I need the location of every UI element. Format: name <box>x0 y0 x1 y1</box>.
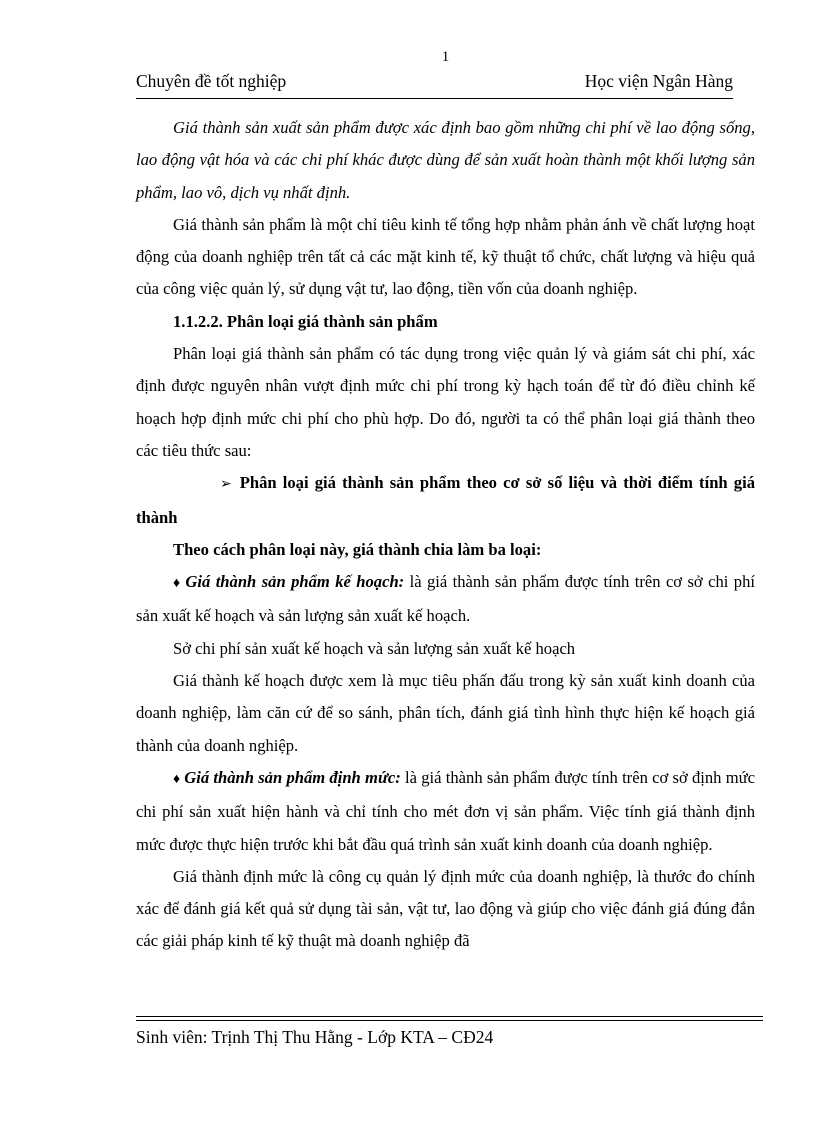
paragraph-indicator: Giá thành sản phẩm là một chỉ tiêu kinh tế tổng hợp nhằm phản ánh về chất lượng hoạt động của doanh nghiệp trên tất cả các mặt kinh tế, kỹ thuật tổ chức, chất lượng và hiệu quả của công việc quản lý, sử dụng vật tư, lao động, tiền vốn của doanh nghiệp. <box>136 214 755 299</box>
header-title: Chuyên đề tốt nghiệp <box>136 71 287 91</box>
standard-cost-text: là giá thành sản phẩm được tính trên cơ sở định mức chi phí sản xuất hiện hành và chỉ tính cho mét đơn vị sản phẩm. Việc tính giá thành định mức được thực hiện trước khi bắt đầu quá trình sản xuất kinh doanh của doanh nghiệp. <box>136 767 755 854</box>
arrow-bullet-icon: ➢ <box>220 477 232 493</box>
footer-divider <box>136 1016 763 1017</box>
sub-heading: Theo cách phân loại này, giá thành chia làm ba loại: <box>173 539 542 559</box>
term-planned-cost: Giá thành sản phẩm kế hoạch: <box>185 572 405 592</box>
subsection-heading-text: Phân loại giá thành sản phẩm theo cơ sở số liệu và thời điểm tính giá thành <box>136 473 755 527</box>
diamond-bullet-icon: ♦ <box>173 576 182 592</box>
bullet-standard-cost <box>136 762 755 861</box>
paragraph-classification: Phân loại giá thành sản phẩm có tác dụng trong việc quản lý và giám sát chi phí, xác định được nguyên nhân vượt định mức chi phí trong kỳ hạch toán để từ đó điều chỉnh kế hoạch hợp định mức chi phí cho phù hợp. Do đó, người ta có thể phân loại giá thành theo các tiêu thức sau: <box>136 344 755 460</box>
paragraph-planned-goal: Giá thành kế hoạch được xem là mục tiêu phấn đấu trong kỳ sản xuất kinh doanh của doanh nghiệp, làm căn cứ để so sánh, phân tích, đánh giá tình hình thực hiện kế hoạch giá thành của doanh nghiệp. <box>136 671 755 755</box>
term-standard-cost: Giá thành sản phẩm định mức: <box>184 767 401 787</box>
planned-cost-text: là giá thành sản phẩm được tính trên cơ sở chi phí sản xuất kế hoạch và sản lượng sản xuất kế hoạch. <box>136 572 755 626</box>
page-header <box>136 70 733 99</box>
document-body <box>136 112 755 958</box>
section-heading: 1.1.2.2. Phân loại giá thành sản phẩm <box>173 311 438 331</box>
paragraph-standard-tool: Giá thành định mức là công cụ quản lý định mức của doanh nghiệp, là thước đo chính xác để đánh giá kết quả sử dụng tài sản, vật tư, lao động và giúp cho việc đánh giá đúng đắn các giải pháp kinh tế kỹ thuật mà doanh nghiệp đã <box>136 866 755 951</box>
diamond-bullet-icon: ♦ <box>173 771 181 787</box>
page-number: 1 <box>441 49 450 65</box>
paragraph-definition: Giá thành sản xuất sản phẩm được xác định bao gồm những chi phí về lao động sống, lao động vật hóa và các chi phí khác được dùng để sản xuất hoàn thành một khối lượng sản phẩm, lao vô, dịch vụ nhất định. <box>136 118 755 202</box>
bullet-planned-cost <box>136 566 755 633</box>
footer-divider-double <box>136 1020 763 1021</box>
subsection-heading <box>136 467 755 534</box>
header-institution: Học viện Ngân Hàng <box>584 71 733 91</box>
page-footer: Sinh viên: Trịnh Thị Thu Hằng - Lớp KTA – CĐ24 <box>136 1027 494 1047</box>
paragraph-planned-basis: Sở chi phí sản xuất kế hoạch và sản lượng sản xuất kế hoạch <box>173 638 576 658</box>
